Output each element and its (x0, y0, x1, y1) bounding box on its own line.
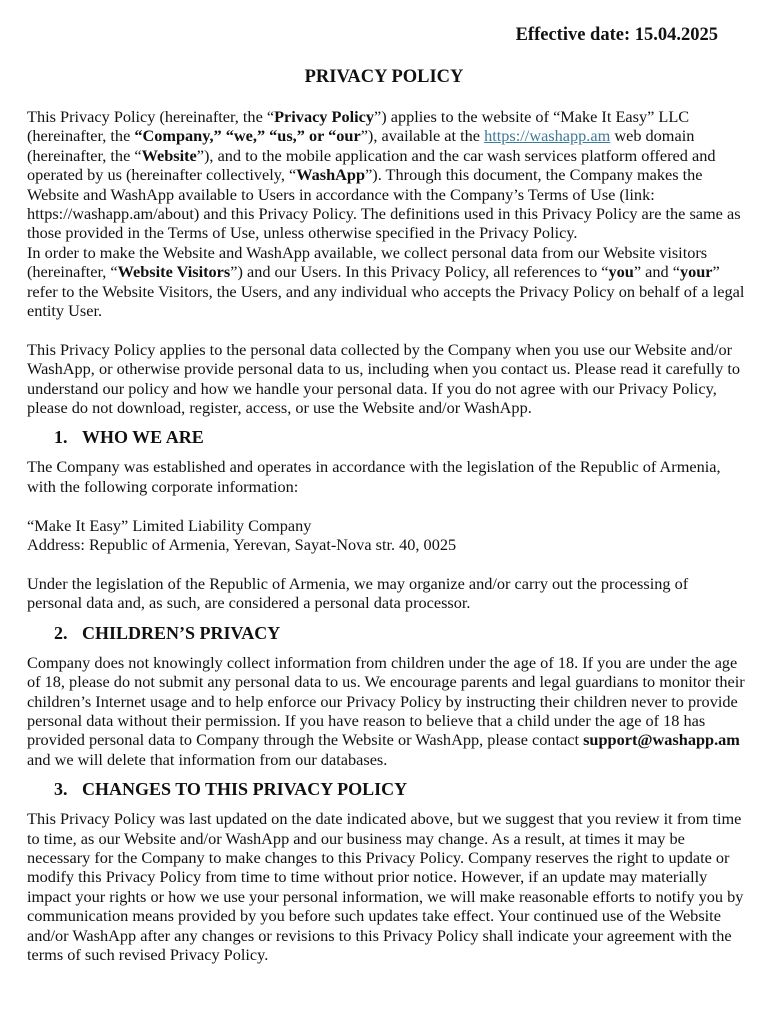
text-run: ”), available at the (360, 126, 485, 146)
text-run: ” refer to the Website Visitors, the Users, and any individual who accepts the Privacy Policy on behalf of a legal entity User. (27, 262, 745, 321)
website-link[interactable]: https://washapp.am (484, 126, 611, 146)
section-1-paragraph-1: The Company was established and operates in accordance with the legislation of the Republic of Armenia, with the following corporate information: (27, 457, 721, 496)
company-name: “Make It Easy” Limited Liability Company (27, 515, 312, 535)
intro-paragraph-2 (27, 243, 747, 321)
defined-term-you: you (608, 262, 634, 282)
text-run: and we will delete that information from our databases. (27, 749, 388, 769)
defined-term-website-visitors: Website Visitors (117, 262, 231, 282)
section-1-paragraph-2: Under the legislation of the Republic of Armenia, we may organize and/or carry out the processing of personal data and, as such, are considered a personal data processor. (27, 573, 689, 613)
text-run: ”) applies to the website of “Make It Easy” LLC (hereinafter, the (27, 107, 690, 146)
intro-paragraph-3: This Privacy Policy applies to the personal data collected by the Company when you use our Website and/or WashApp, or otherwise provide personal data to us, including when you contact us. Please read it carefully to understand our policy and how we handle your personal data. If you do not agree with our Privacy Policy, please do not download, register, access, or use the Website and/or WashApp. (27, 339, 741, 418)
document-title: PRIVACY POLICY (304, 67, 464, 87)
text-run: This Privacy Policy (hereinafter, the “ (27, 107, 275, 126)
section-2-paragraph (27, 653, 747, 769)
section-heading-who-we-are (27, 426, 747, 448)
section-title: CHILDREN’S PRIVACY (82, 622, 281, 643)
intro-paragraph-1 (27, 107, 747, 243)
spacer (27, 320, 747, 339)
spacer (27, 496, 747, 515)
text-run: ”), and to the mobile application and the car wash services platform offered and operated by us (hereinafter collectively, “ (27, 145, 716, 185)
defined-term-company: “Company,” “we,” “us,” or “our (134, 126, 361, 146)
section-title: WHO WE ARE (82, 427, 204, 448)
section-number: 2. (54, 622, 68, 643)
document-body (27, 107, 747, 964)
section-heading-childrens-privacy (27, 622, 747, 644)
text-run: web domain (hereinafter, the “ (27, 126, 695, 165)
defined-term-website: Website (141, 145, 197, 165)
effective-date: Effective date: 15.04.2025 (515, 25, 718, 45)
section-3-paragraph: This Privacy Policy was last updated on the date indicated above, but we suggest that you review it from time to time, as our Website and/or WashApp and our business may change. As a result, at times it may be necessary for the Company to make changes to this Privacy Policy. Company reserves the right to update or modify this Privacy Policy from time to time without prior notice. However, if an update may materially impact your rights or how we use your personal information, we will make reasonable efforts to notify you by communication means provided by you before such updates take effect. Your continued use of the Website and/or WashApp after any changes or revisions to this Privacy Policy shall indicate your agreement with the terms of such revised Privacy Policy. (27, 809, 744, 964)
company-address: Address: Republic of Armenia, Yerevan, Sayat-Nova str. 40, 0025 (27, 535, 457, 555)
section-number: 3. (54, 779, 68, 800)
text-run: ”). Through this document, the Company makes the Website and WashApp available to Users in accordance with the Company’s Terms of Use (link: https://washapp.am/about) and this Privacy Policy. The definitions used in this Privacy Policy are the same as those provided in the Terms of Use, unless otherwise specified in the Privacy Policy. (27, 165, 741, 243)
defined-term-privacy-policy: Privacy Policy (274, 107, 375, 126)
support-email: support@washapp.am (583, 730, 740, 750)
text-run: Company does not knowingly collect information from children under the age of 18. If you are under the age of 18, please do not submit any personal data to us. We encourage parents and legal guardians to monitor their children’s Internet usage and to help enforce our Privacy Policy by instructing their children never to provide personal data without their permission. If you have reason to believe that a child under the age of 18 has provided personal data to Company through the Website or WashApp, please contact (27, 652, 745, 750)
section-number: 1. (54, 427, 68, 448)
section-heading-changes (27, 778, 747, 800)
text-run: ” and “ (633, 262, 680, 282)
defined-term-washapp: WashApp (296, 165, 366, 185)
spacer (27, 555, 747, 574)
text-run: ”) and our Users. In this Privacy Policy, all references to “ (230, 262, 609, 282)
section-title: CHANGES TO THIS PRIVACY POLICY (82, 779, 408, 800)
defined-term-your: your (679, 262, 713, 282)
text-run: In order to make the Website and WashApp available, we collect personal data from our Website visitors (hereinafter, “ (27, 242, 708, 282)
